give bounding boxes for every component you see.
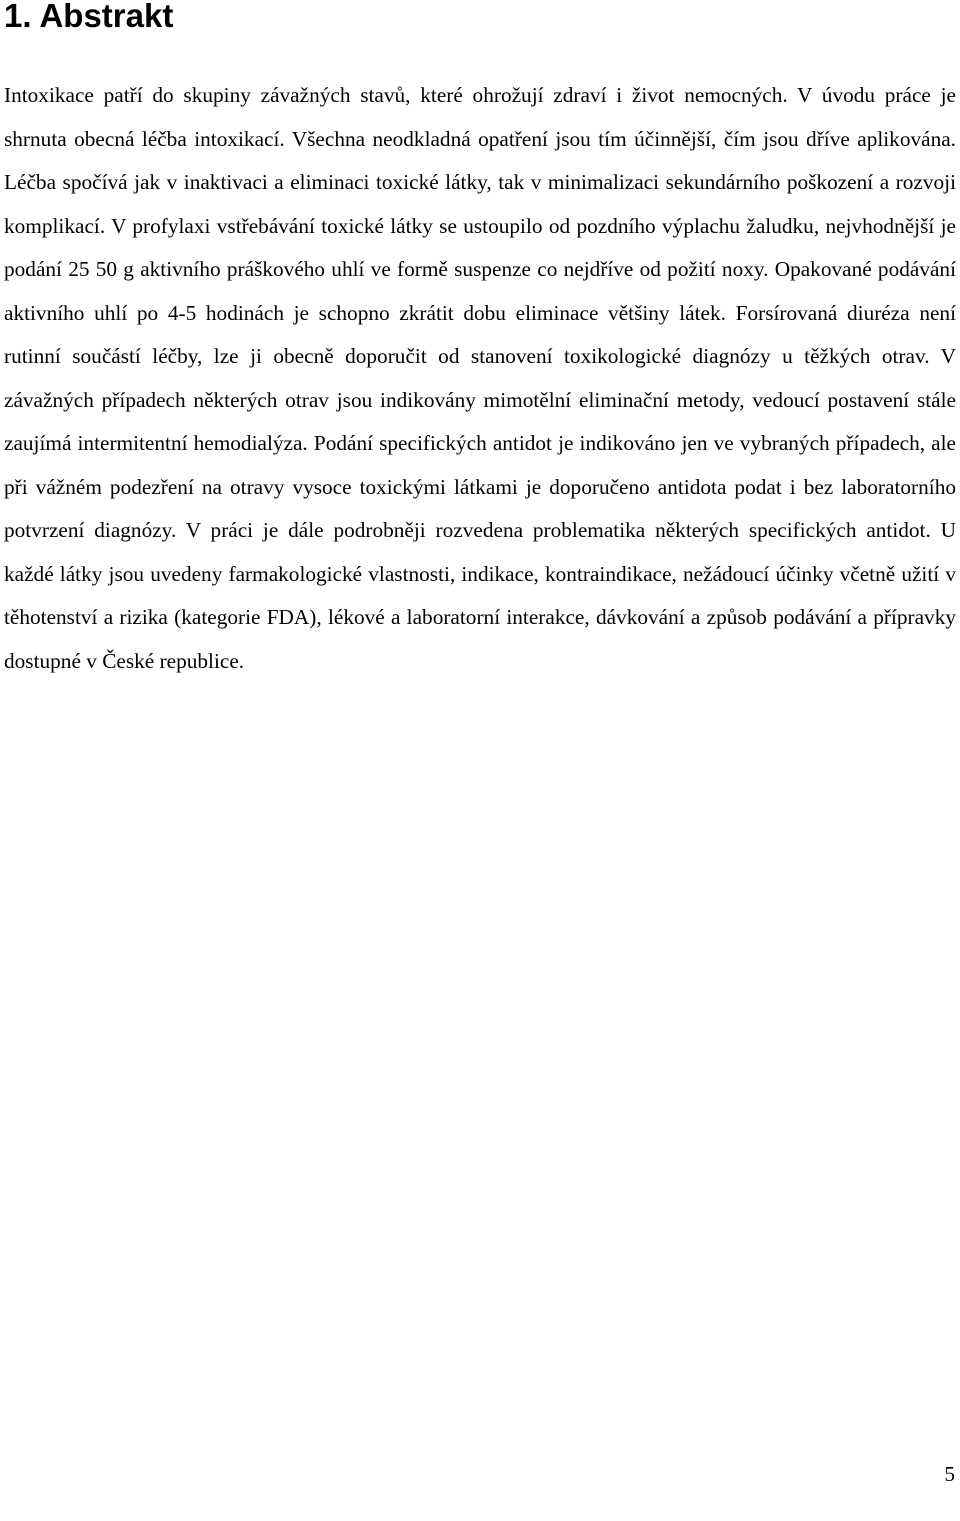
abstract-paragraph: Intoxikace patří do skupiny závažných stavů, které ohrožují zdraví i život nemocných. V úvodu práce je shrnuta obecná léčba intoxikací. Všechna neodkladná opatření jsou tím účinnější, čím jsou dříve aplikována. Léčba spočívá jak v inaktivaci a eliminaci toxické látky, tak v minimalizaci sekundárního poškození a rozvoji komplikací. V profylaxi vstřebávání toxické látky se ustoupilo od pozdního výplachu žaludku, nejvhodnější je podání 25 50 g aktivního práškového uhlí ve formě suspenze co nejdříve od požití noxy. Opakované podávání aktivního uhlí po 4-5 hodinách je schopno zkrátit dobu eliminace většiny látek. Forsírovaná diuréza není rutinní součástí léčby, lze ji obecně doporučit od stanovení toxikologické diagnózy u těžkých otrav. V závažných případech některých otrav jsou indikovány mimotělní eliminační metody, vedoucí postavení stále zaujímá intermitentní hemodialýza. Podání specifických antidot je indikováno jen ve vybraných případech, ale při vážném podezření na otravy vysoce toxickými látkami je doporučeno antidota podat i bez laboratorního potvrzení diagnózy. V práci je dále podrobněji rozvedena problematika některých specifických antidot. U každé látky jsou uvedeny farmakologické vlastnosti, indikace, kontraindikace, nežádoucí účinky včetně užití v těhotenství a rizika (kategorie FDA), lékové a laboratorní interakce, dávkování a způsob podávání a přípravky dostupné v České republice.: [4, 83, 956, 673]
page-number: 5: [944, 1462, 955, 1486]
section-heading: 1. Abstrakt: [4, 0, 174, 34]
